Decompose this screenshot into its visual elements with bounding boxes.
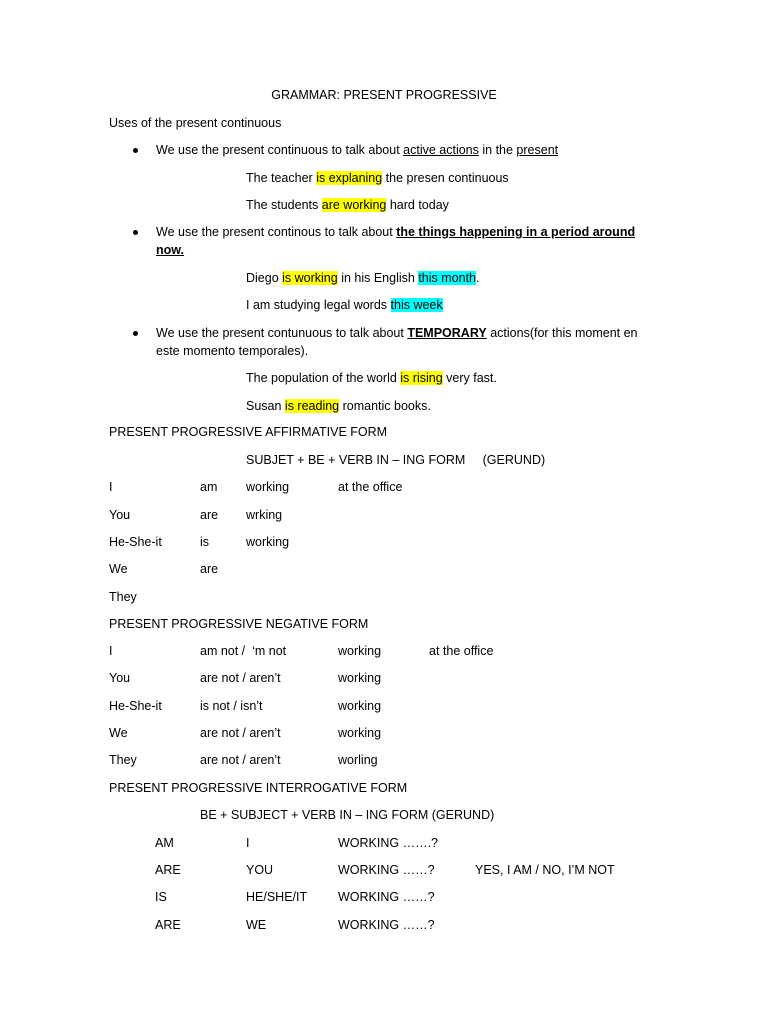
example-1-2 <box>246 197 449 213</box>
aff-cell: are <box>200 562 219 576</box>
highlight-verb: is rising <box>400 371 443 385</box>
int-cell: YOU <box>246 863 274 877</box>
aff-cell: They <box>109 590 137 604</box>
neg-cell: working <box>338 699 382 713</box>
example-2-1 <box>246 270 479 286</box>
bullet-icon <box>133 230 138 235</box>
int-cell: WORKING ……? <box>338 890 435 904</box>
int-cell: ARE <box>155 863 181 877</box>
aff-cell: I <box>109 480 113 494</box>
example-3-2 <box>246 398 431 414</box>
neg-cell: at the office <box>429 644 494 658</box>
neg-cell: I <box>109 644 113 658</box>
aff-cell: wrking <box>246 508 283 522</box>
neg-cell: He-She-it <box>109 699 162 713</box>
neg-cell: You <box>109 671 131 685</box>
example-text: The students <box>246 198 322 212</box>
highlight-time: this month <box>418 271 476 285</box>
example-text: The population of the world <box>246 371 401 385</box>
neg-cell: is not / isn’t <box>200 699 263 713</box>
example-2-2 <box>246 297 443 313</box>
use-3-line2: este momento temporales). <box>156 344 309 358</box>
neg-cell: They <box>109 753 137 767</box>
use-2-line2: now. <box>156 243 185 257</box>
neg-cell: worling <box>338 753 378 767</box>
use-3-post: actions(for this moment en <box>486 326 638 340</box>
neg-cell: working <box>338 726 382 740</box>
int-cell: WE <box>246 918 267 932</box>
aff-cell: is <box>200 535 210 549</box>
use-2-text <box>156 224 635 240</box>
example-text: The teacher <box>246 171 317 185</box>
use-2-pre: We use the present continous to talk about <box>156 225 397 239</box>
highlight-verb: is working <box>282 271 338 285</box>
int-cell: WORKING ……? <box>338 918 435 932</box>
negative-heading: PRESENT PROGRESSIVE NEGATIVE FORM <box>109 617 369 631</box>
neg-cell: working <box>338 644 382 658</box>
highlight-verb: is reading <box>284 399 340 413</box>
int-cell: WORKING ……? <box>338 863 435 877</box>
aff-cell: are <box>200 508 219 522</box>
int-cell: IS <box>155 890 167 904</box>
aff-cell: working <box>246 480 290 494</box>
example-text: . <box>476 271 480 285</box>
aff-cell: at the office <box>338 480 403 494</box>
int-cell: YES, I AM / NO, I’M NOT <box>475 863 615 877</box>
example-text: Susan <box>246 399 285 413</box>
affirmative-formula: SUBJET + BE + VERB IN – ING FORM (GERUND) <box>246 453 546 467</box>
use-1-pre: We use the present continuous to talk about <box>156 143 404 157</box>
use-2-key: the things happening in a period around <box>396 225 636 239</box>
use-1-key: active actions <box>403 143 479 157</box>
example-text: the presen continuous <box>382 171 509 185</box>
example-text: Diego <box>246 271 283 285</box>
interrogative-formula: BE + SUBJECT + VERB IN – ING FORM (GERUND) <box>200 808 495 822</box>
example-text: romantic books. <box>339 399 431 413</box>
example-3-1 <box>246 370 497 386</box>
interrogative-heading: PRESENT PROGRESSIVE INTERROGATIVE FORM <box>109 781 408 795</box>
use-3-key: TEMPORARY <box>407 326 487 340</box>
aff-cell: You <box>109 508 131 522</box>
neg-cell: are not / aren’t <box>200 753 281 767</box>
int-cell: WORKING …….? <box>338 836 439 850</box>
use-3-text <box>156 325 638 341</box>
aff-cell: am <box>200 480 218 494</box>
int-cell: HE/SHE/IT <box>246 890 308 904</box>
int-cell: ARE <box>155 918 181 932</box>
use-3-pre: We use the present contunuous to talk about <box>156 326 408 340</box>
example-text: hard today <box>386 198 449 212</box>
example-text: in his English <box>337 271 419 285</box>
use-1-key2: present <box>516 143 559 157</box>
aff-cell: We <box>109 562 128 576</box>
example-1-1 <box>246 170 509 186</box>
bullet-icon <box>133 148 138 153</box>
highlight-verb: is explaning <box>316 171 383 185</box>
highlight-verb: are working <box>321 198 387 212</box>
highlight-time: this week <box>390 298 443 312</box>
aff-cell: He-She-it <box>109 535 162 549</box>
affirmative-heading: PRESENT PROGRESSIVE AFFIRMATIVE FORM <box>109 425 388 439</box>
neg-cell: We <box>109 726 128 740</box>
neg-cell: are not / aren’t <box>200 726 281 740</box>
neg-cell: am not / ‘m not <box>200 644 287 658</box>
use-1-text <box>156 142 558 158</box>
neg-cell: working <box>338 671 382 685</box>
neg-cell: are not / aren’t <box>200 671 281 685</box>
example-text: I am studying legal words <box>246 298 391 312</box>
aff-cell: working <box>246 535 290 549</box>
bullet-icon <box>133 331 138 336</box>
use-1-mid: in the <box>478 143 517 157</box>
page-title: GRAMMAR: PRESENT PROGRESSIVE <box>271 88 497 102</box>
int-cell: AM <box>155 836 174 850</box>
example-text: very fast. <box>442 371 497 385</box>
int-cell: I <box>246 836 250 850</box>
uses-heading: Uses of the present continuous <box>109 116 282 130</box>
